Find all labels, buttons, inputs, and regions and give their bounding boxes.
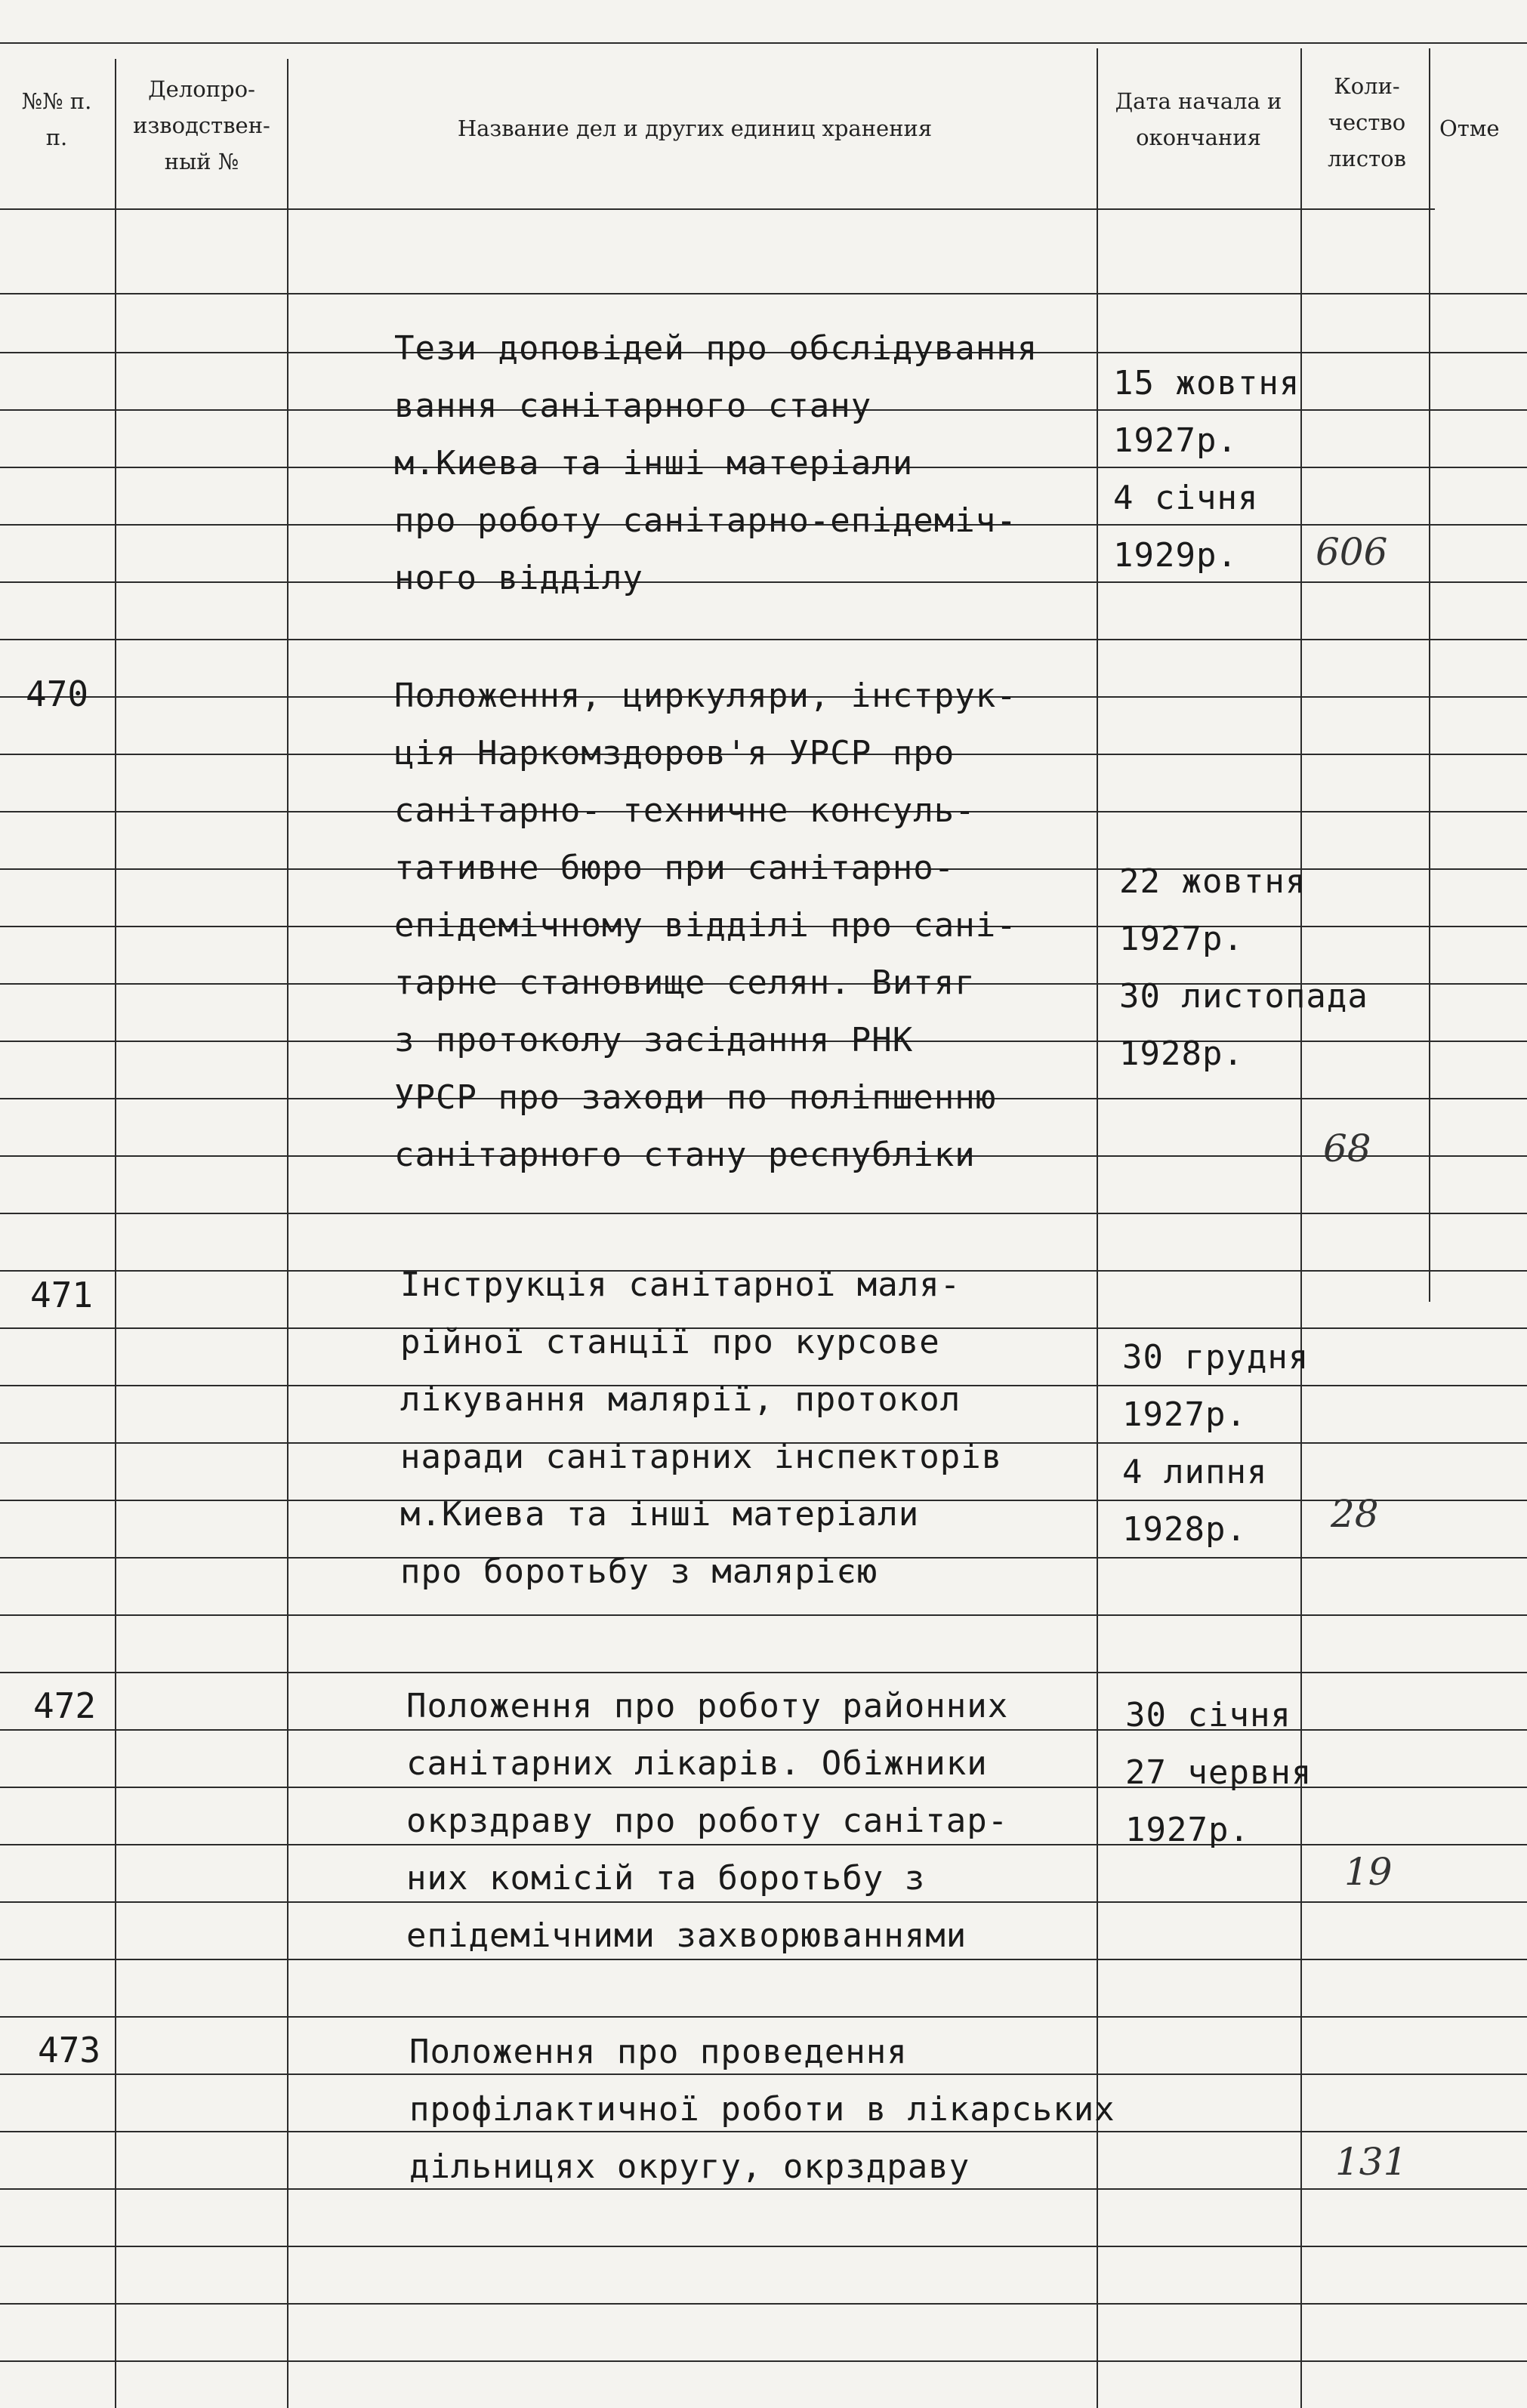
entry-title-line: з протоколу засідання РНК — [394, 1021, 914, 1059]
header-col-number: №№ п. п. — [21, 88, 92, 150]
column-rule — [1300, 48, 1302, 2408]
entry-title-line: санітарних лікарів. Обіжники — [406, 1744, 988, 1783]
entry-title-line: санітарного стану республіки — [394, 1136, 976, 1174]
entry-title-line: лікування малярії, протокол — [400, 1380, 961, 1419]
entry-date-line: 27 червня — [1125, 1753, 1313, 1792]
entry-sheet-count: 606 — [1316, 530, 1388, 574]
entry-date-line: 1927р. — [1125, 1811, 1250, 1849]
entry-date-line: 30 січня — [1125, 1696, 1291, 1734]
header-col-title: Название дел и других единиц хранения — [457, 116, 933, 141]
entry-number: 473 — [38, 2030, 101, 2070]
entry-title-line: вання санітарного стану — [394, 387, 872, 425]
entry-title-line: наради санітарних інспекторів — [400, 1438, 1003, 1476]
entry-sheet-count: 28 — [1331, 1492, 1379, 1536]
row-rule — [0, 581, 1527, 583]
header-col-notes: Отме — [1439, 116, 1500, 141]
entry-title-line: про роботу санітарно-епідеміч- — [394, 501, 1017, 540]
entry-title-line: ного відділу — [394, 559, 643, 597]
entry-title-line: ція Наркомздоров'я УРСР про — [394, 734, 955, 772]
entry-title-line: Тези доповідей про обслідування — [394, 329, 1038, 368]
row-rule — [0, 639, 1527, 640]
entry-date-line: 1927р. — [1119, 920, 1244, 958]
header-col-sheet-count: Коли- чество листов — [1328, 73, 1406, 171]
entry-date-line: 30 листопада — [1119, 977, 1368, 1016]
column-rule — [115, 59, 116, 2408]
entry-date-line: 1928р. — [1122, 1510, 1247, 1549]
header-col-dates: Дата начала и окончания — [1115, 88, 1282, 150]
entry-title-line: Положення про роботу районних — [406, 1687, 1009, 1725]
entry-title-line: рійної станції про курсове — [400, 1323, 940, 1361]
entry-date-line: 4 липня — [1122, 1453, 1268, 1491]
row-rule — [0, 2246, 1527, 2247]
entry-sheet-count: 131 — [1335, 2140, 1408, 2184]
entry-title-line: м.Киева та інші матеріали — [394, 444, 914, 483]
entry-sheet-count: 68 — [1323, 1127, 1371, 1170]
entry-title-line: Положення про проведення — [409, 2033, 908, 2071]
row-rule — [0, 1213, 1527, 1214]
entry-date-line: 15 жовтня — [1113, 364, 1300, 402]
header-rule — [0, 208, 1435, 210]
top-rule — [0, 42, 1527, 44]
entry-sheet-count: 19 — [1344, 1850, 1393, 1894]
entry-number: 470 — [26, 674, 89, 714]
entry-title-line: м.Киева та інші матеріали — [400, 1495, 920, 1534]
entry-date-line: 1927р. — [1122, 1395, 1247, 1434]
entry-date-line: 1927р. — [1113, 421, 1238, 460]
row-rule — [0, 1672, 1527, 1673]
row-rule — [0, 2360, 1527, 2362]
entry-date-line: 30 грудня — [1122, 1338, 1310, 1377]
entry-title-line: тативне бюро при санітарно- — [394, 849, 955, 887]
row-rule — [0, 2016, 1527, 2018]
entry-date-line: 1929р. — [1113, 536, 1238, 575]
entry-date-line: 4 січня — [1113, 479, 1259, 517]
entry-title-line: епідемічними захворюваннями — [406, 1916, 967, 1955]
entry-title-line: про боротьбу з малярією — [400, 1552, 878, 1591]
entry-title-line: Положення, циркуляри, інструк- — [394, 677, 1017, 715]
column-rule — [287, 59, 288, 2408]
entry-date-line: 22 жовтня — [1119, 862, 1306, 901]
header-col-office-number: Делопро- изводствен- ный № — [133, 76, 270, 174]
entry-title-line: УРСР про заходи по поліпшенню — [394, 1078, 997, 1117]
row-rule — [0, 2303, 1527, 2305]
entry-date-line: 1928р. — [1119, 1034, 1244, 1073]
entry-title-line: дільницях округу, окрздраву — [409, 2147, 970, 2186]
row-rule — [0, 293, 1527, 294]
entry-number: 472 — [33, 1685, 97, 1726]
row-rule — [0, 1614, 1527, 1616]
entry-title-line: санітарно- техничне консуль- — [394, 791, 976, 830]
entry-title-line: епідемічному відділі про сані- — [394, 906, 1017, 945]
entry-number: 471 — [30, 1275, 94, 1315]
entry-title-line: профілактичної роботи в лікарських — [409, 2090, 1115, 2129]
entry-title-line: них комісій та боротьбу з — [406, 1859, 926, 1898]
column-rule — [1097, 48, 1098, 2408]
entry-title-line: тарне становище селян. Витяг — [394, 964, 976, 1002]
entry-title-line: Інструкція санітарної маля- — [400, 1266, 961, 1304]
entry-title-line: окрздраву про роботу санітар- — [406, 1802, 1009, 1840]
column-rule — [1429, 48, 1430, 1302]
